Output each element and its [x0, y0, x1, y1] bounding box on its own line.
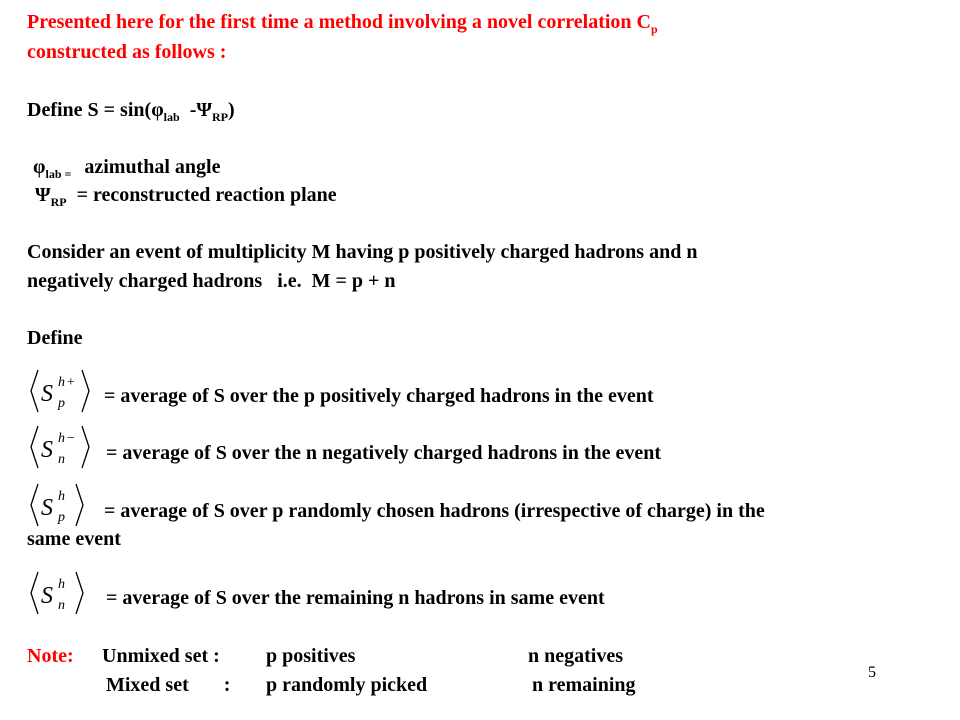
- math-p-3: p: [58, 510, 65, 525]
- math-s-4: S: [41, 583, 53, 609]
- intro-text: Presented here for the first time a method involving a novel correlation C: [27, 11, 651, 33]
- note-unmixed-p: p positives: [266, 645, 356, 667]
- note-mixed-n: n remaining: [532, 674, 636, 696]
- phi-def-text: azimuthal angle: [74, 156, 221, 178]
- math-s-3: S: [41, 495, 53, 521]
- phi-symbol: φ: [151, 99, 164, 121]
- phi-subscript: lab: [163, 110, 180, 124]
- note-mixed-label: Mixed set :: [106, 674, 231, 696]
- define-label: Define: [27, 327, 83, 349]
- definition-3: = average of S over p randomly chosen hadrons (irrespective of charge) in the: [104, 500, 765, 522]
- math-plus-1: +: [66, 375, 76, 390]
- definition-1: = average of S over the p positively charged hadrons in the event: [104, 385, 654, 407]
- math-s-2: S: [41, 437, 53, 463]
- intro-line-1: [27, 10, 658, 41]
- psi-def-symbol: Ψ: [35, 184, 51, 206]
- define-s-line: [27, 98, 235, 129]
- psi-definition: [35, 183, 337, 214]
- intro-line-2: constructed as follows :: [27, 41, 227, 63]
- note-label: Note:: [27, 645, 74, 667]
- psi-def-subscript: RP: [50, 195, 67, 209]
- psi-subscript: RP: [211, 110, 228, 124]
- avg-s-p-h-symbol: [30, 482, 98, 528]
- psi-symbol: Ψ: [196, 99, 212, 121]
- math-h-3: h: [58, 489, 65, 504]
- phi-def-subscript: lab: [45, 167, 62, 181]
- avg-s-n-h-symbol: [30, 570, 98, 616]
- math-n-4: n: [58, 598, 65, 613]
- intro-subscript: p: [650, 22, 658, 36]
- phi-def-symbol: φ: [33, 156, 46, 178]
- note-unmixed-label: Unmixed set :: [92, 645, 220, 667]
- consider-line-1: Consider an event of multiplicity M having p positively charged hadrons and n: [27, 241, 698, 263]
- note-unmixed-n: n negatives: [528, 645, 623, 667]
- psi-def-text: = reconstructed reaction plane: [66, 184, 337, 206]
- math-h-4: h: [58, 577, 65, 592]
- math-minus-2: −: [66, 431, 76, 446]
- avg-s-n-hminus-symbol: [30, 424, 98, 470]
- consider-line-2: negatively charged hadrons i.e. M = p + n: [27, 270, 396, 292]
- avg-s-p-hplus-symbol: [30, 368, 98, 414]
- define-s-prefix: Define S = sin(: [27, 99, 152, 121]
- definition-4: = average of S over the remaining n hadrons in same event: [106, 587, 605, 609]
- phi-def-eq: =: [61, 167, 75, 181]
- page-number: 5: [868, 664, 876, 681]
- math-s-1: S: [41, 381, 53, 407]
- phi-definition: [33, 155, 220, 186]
- math-h-2: h: [58, 431, 65, 446]
- close-paren: ): [227, 99, 235, 121]
- definition-2: = average of S over the n negatively charged hadrons in the event: [106, 442, 662, 464]
- minus-sign: -: [179, 99, 197, 121]
- math-p-1: p: [58, 396, 65, 411]
- note-mixed-p: p randomly picked: [266, 674, 428, 696]
- definition-3-cont: same event: [27, 528, 121, 550]
- math-n-2: n: [58, 452, 65, 467]
- math-h-1: h: [58, 375, 65, 390]
